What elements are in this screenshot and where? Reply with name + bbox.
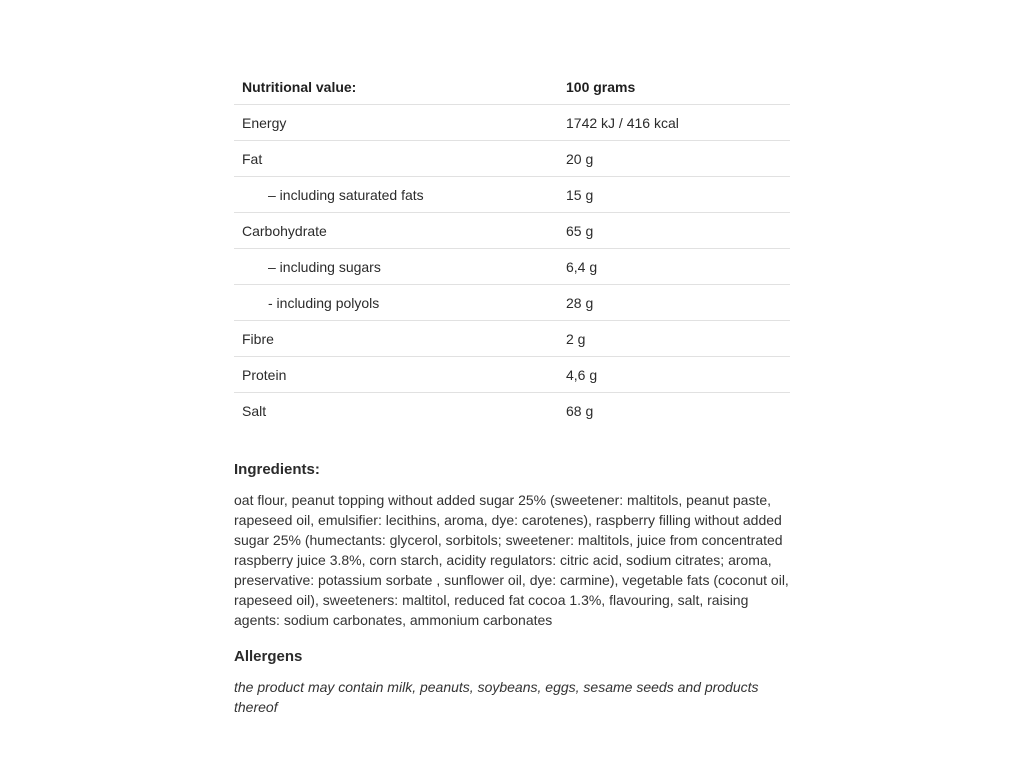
nutrition-label: – including saturated fats xyxy=(234,177,562,213)
nutrition-header-row xyxy=(234,69,790,105)
ingredients-text: oat flour, peanut topping without added sugar 25% (sweetener: maltitols, peanut paste, rapeseed oil, emulsifier: lecithins, aroma, dye: carotenes), raspberry filling without added sugar 25% (humectants: glycerol, sorbitols; sweetener: maltitols, juice from concentrated raspberry juice 3.8%, corn starch, acidity regulators: citric acid, sodium citrates; aroma, preservative: potassium sorbate , sunflower oil, dye: carmine), vegetable fats (coconut oil, rapeseed oil), sweeteners: maltitol, reduced fat cocoa 1.3%, flavouring, salt, raising agents: sodium carbonates, ammonium carbonates xyxy=(234,492,789,628)
nutrition-label: Energy xyxy=(234,105,562,141)
nutrition-value: 65 g xyxy=(562,213,790,249)
nutrition-label: Salt xyxy=(242,402,267,419)
product-info xyxy=(234,69,790,717)
nutrition-row-saturated-fats xyxy=(234,177,790,213)
nutrition-row-fat xyxy=(234,141,790,177)
nutrition-label: Fibre xyxy=(234,321,562,357)
nutrition-label: Protein xyxy=(234,357,562,393)
nutrition-row-salt xyxy=(234,393,790,429)
nutrition-value: 68 g xyxy=(566,402,594,419)
nutrition-value: 15 g xyxy=(562,177,790,213)
nutrition-value: 1742 kJ / 416 kcal xyxy=(562,105,790,141)
nutrition-row-protein xyxy=(234,357,790,393)
nutrition-row-carbohydrate xyxy=(234,213,790,249)
nutrition-value: 20 g xyxy=(562,141,790,177)
allergens-text: the product may contain milk, peanuts, soybeans, eggs, sesame seeds and products thereof xyxy=(234,679,759,715)
nutrition-row-polyols xyxy=(234,285,790,321)
nutrition-label: Fat xyxy=(234,141,562,177)
nutrition-header-label: Nutritional value: xyxy=(234,69,562,105)
nutrition-table xyxy=(234,69,790,428)
nutrition-row-fibre xyxy=(234,321,790,357)
nutrition-label: Carbohydrate xyxy=(234,213,562,249)
nutrition-value: 4,6 g xyxy=(562,357,790,393)
nutrition-header-value: 100 grams xyxy=(562,69,790,105)
nutrition-row-energy xyxy=(234,105,790,141)
nutrition-value: 28 g xyxy=(562,285,790,321)
nutrition-value: 6,4 g xyxy=(562,249,790,285)
allergens-heading: Allergens xyxy=(234,648,303,665)
nutrition-label: - including polyols xyxy=(234,285,562,321)
nutrition-row-sugars xyxy=(234,249,790,285)
ingredients-heading: Ingredients: xyxy=(234,461,320,478)
nutrition-label: – including sugars xyxy=(234,249,562,285)
nutrition-value: 2 g xyxy=(562,321,790,357)
